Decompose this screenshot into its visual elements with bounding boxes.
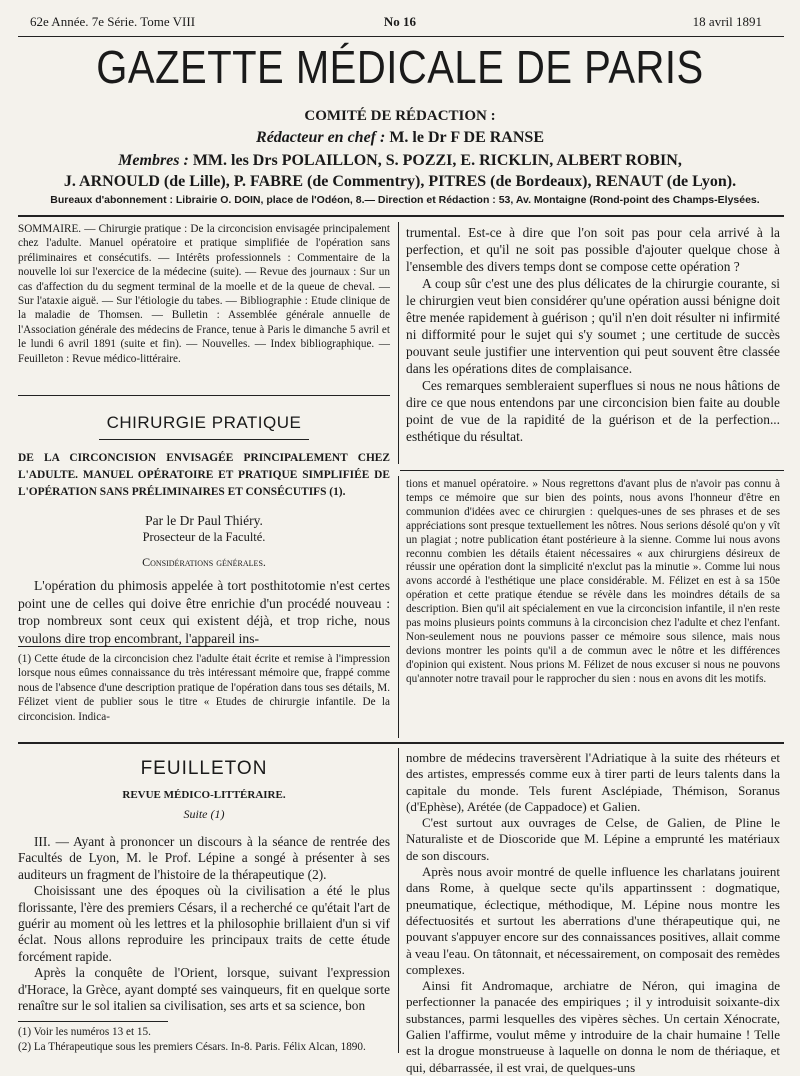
chirurgie-author: Par le Dr Paul Thiéry. xyxy=(145,513,263,528)
comite-heading: COMITÉ DE RÉDACTION : xyxy=(304,108,496,124)
header-rule xyxy=(18,36,784,37)
chirurgie-subtitle: DE LA CIRCONCISION ENVISAGÉE PRINCIPALEMENT CHEZ L'ADULTE. MANUEL OPÉRATOIRE ET PRATIQUE SIMPLIFIÉE DE L'OPÉRATION SANS PRÉLIMINAIRES ET CONSÉCUTIFS (1). xyxy=(18,452,390,498)
redacteur-line xyxy=(0,129,800,147)
membres-label: Membres : xyxy=(118,152,189,169)
chirurgie-right-para-2: A coup sûr c'est une des plus délicates de la chirurgie courante, si le chirurgien veut bien considérer qu'une opération aussi bénigne doit être menée rapidement à guérison ; qu'il n'en doit résulter ni infirmité ni difformité pour le sujet qui s'y soumet ; une certitude de succès pouvant seule justifier une intervention qui peut souvent être classée dans les opérations dites de complaisance. xyxy=(406,276,780,376)
footnote-right: tions et manuel opératoire. » Nous regrettons d'avant plus de n'avoir pas connu à temps ce mémoire que sur bien des points, nous avons l'honneur d'être en communion d'idées avec ce chirurgien : quelques-unes de ses phrases et de ses appréciations sont presque textuellement les nôtres. Nous serions désolé qu'on y vît un plagiat ; notre publication étant postérieure à la sienne. Comme lui nous avons reconnu combien les détails étaient nécessaires « aux chirurgiens désireux de réussir une opération dont la simplicité n'exclut pas la minutie ». Comme lui nous avons accordé à l'esthétique une place considérable. M. Félizet en est à sa 150e opération et cette pratique étendue se révèle dans les moindres détails de sa description. Bien qu'il ait spécialement en vue la circoncision infantile, il n'en reste pas moins plusieurs points communs à la circoncision chez l'adulte et chez l'enfant. Non-seulement nous ne pouvions passer ce mémoire sous silence, mais nous devions montrer les points qu'il a de commun avec le nôtre et les différences d'opinion qui existent. Nous prions M. Félizet de nous excuser si nous ne pouvons qu'annoter notre travail pour le rapprocher du sien : nous en avons dit les motifs. xyxy=(406,478,780,685)
chirurgie-author-role: Prosecteur de la Faculté. xyxy=(142,530,266,544)
chirurgie-title-rule xyxy=(99,439,309,440)
feuilleton-note-rule xyxy=(18,1021,168,1022)
redacteur-name: M. le Dr F DE RANSE xyxy=(385,129,544,146)
feuilleton-para-1: III. — Ayant à prononcer un discours à la séance de rentrée des Facultés de Lyon, M. le Prof. Lépine a songé à présenter à ses auditeurs un fragment de l'histoire de la thérapeutique (2). xyxy=(18,834,390,882)
issue-number: No 16 xyxy=(383,14,417,29)
feuilleton-notes xyxy=(18,1025,390,1054)
chirurgie-right-column xyxy=(406,224,780,445)
feuilleton-note-1: (1) Voir les numéros 13 et 15. xyxy=(18,1026,151,1039)
membres-names-1: MM. les Drs POLAILLON, S. POZZI, E. RICKLIN, ALBERT ROBIN, xyxy=(188,152,682,169)
chirurgie-right-para-3: Ces remarques sembleraient superflues si nous ne nous hâtions de dire ce que nous entendons par une circoncision bien faite au double point de vue de la rapidité de la guérison et de la perfection... esthétique du résultat. xyxy=(406,378,780,444)
sommaire-rule xyxy=(18,395,390,396)
membres-line-2: J. ARNOULD (de Lille), P. FABRE (de Commentry), PITRES (de Bordeaux), RENAUT (de Lyon). xyxy=(63,173,737,190)
footnote-rule xyxy=(18,646,390,647)
issue-date: 18 avril 1891 xyxy=(692,14,762,29)
volume-info: 62e Année. 7e Série. Tome VIII xyxy=(30,14,196,29)
feuilleton-suite: Suite (1) xyxy=(183,807,225,821)
redacteur-label: Rédacteur en chef : xyxy=(256,129,386,146)
considerations-heading: Considérations générales. xyxy=(142,555,266,569)
feuilleton-rule xyxy=(18,742,784,744)
feuilleton-right-para-3: Après nous avoir montré de quelle influence les charlatans jouirent dans Rome, à quelque secte qu'ils appartinssent : dogmatique, pneumatique, éclectique, méthodique, M. Lépine nous montre les défectuosités et surtout les aberrations d'une thérapeutique qui, ne pouvant s'appuyer encore sur des connaissances positives, allait comme à veau l'eau. On tâtonnait, et nécessairement, on composait des remèdes complexes. xyxy=(406,864,780,977)
bureaux-line: Bureaux d'abonnement : Librairie O. DOIN, place de l'Odéon, 8.— Direction et Rédaction : 53, Av. Montaigne (Rond-point des Champs-Elysées. xyxy=(50,194,760,206)
feuilleton-right-para-4: Ainsi fit Andromaque, archiatre de Néron, qui imagina de perfectionner la panacée des empiriques ; il y introduisit soixante-dix substances, parmi lesquelles des vipères sèches. Un certain Xénocrate, Galien l'affirme, voulut même y introduire de la chair humaine ! Telle est la drogue monstrueuse à laquelle on donna le nom de thériaque, et qui, débarrassée, il est vrai, de quelques-uns xyxy=(406,978,780,1075)
feuilleton-subtitle: REVUE MÉDICO-LITTÉRAIRE. xyxy=(122,789,286,801)
masthead-title: GAZETTE MÉDICALE DE PARIS xyxy=(96,42,704,94)
chirurgie-para-1: L'opération du phimosis appelée à tort posthitotomie n'est certes point une de celles qui doive être enrichie d'un procédé nouveau : trop nombreux sont ceux qui existent déjà, et trop riche, nous voulons dire trop encombrant, l'appareil ins- xyxy=(18,578,390,646)
feuilleton-para-2: Choisissant une des époques où la civilisation a été le plus florissante, l'ère des premiers Césars, il a recherché ce qu'était l'art de guérir au moment où les lettres et la philosophie brillaient d'un si vif éclat. Nous allons reproduire les principaux traits de cette étude forcément rapide. xyxy=(18,883,390,964)
feuilleton-article xyxy=(18,758,390,1054)
masthead-rule xyxy=(18,215,784,217)
chirurgie-title: CHIRURGIE PRATIQUE xyxy=(106,413,302,432)
right-column-rule xyxy=(400,470,784,471)
membres-line-1 xyxy=(0,152,800,170)
column-rule-footnotes xyxy=(398,476,399,738)
feuilleton-right-column xyxy=(406,750,780,1076)
feuilleton-body xyxy=(18,834,390,1014)
chirurgie-article xyxy=(18,413,390,647)
column-rule-upper xyxy=(398,222,399,464)
sommaire: SOMMAIRE. — Chirurgie pratique : De la circoncision envisagée principalement chez l'adulte. Manuel opératoire et pratique simplifiée de l'opération sans préliminaires et consécutifs. — Intérêts professionnels : Commentaire de la nouvelle loi sur l'exercice de la médecine (suite). — Revue des journaux : Sur un cas d'affection du du segment terminal de la moelle et de la queue de cheval. — Sur l'ataxie aiguë. — Sur l'étiologie du tabes. — Bibliographie : Etude clinique de la maladie de Thomsen. — Bulletin : Assemblée générale annuelle de l'Association générale des médecins de France, tenue à Paris le dimanche 5 avril et le lundi 6 avril 1891 (suite et fin). — Nouvelles. — Index bibliographique. — Feuilleton : Revue médico-littéraire. xyxy=(18,223,390,365)
feuilleton-note-2: (2) La Thérapeutique sous les premiers Césars. In-8. Paris. Félix Alcan, 1890. xyxy=(18,1040,366,1053)
chirurgie-right-para-1: trumental. Est-ce à dire que l'on soit pas pour cela arrivé à la perfection, et qu'il ne soit pas possible d'ajouter quelque chose à l'ensemble des divers temps dont se compose cette opération ? xyxy=(406,225,780,274)
footnote-left: (1) Cette étude de la circoncision chez l'adulte était écrite et remise à l'impression lorsque nous eûmes connaissance du très intéressant mémoire que, frappé comme nous de l'absence d'une description pratique de l'opération dans tous ses détails, M. Félizet vient de publier sous le titre « Etudes de chirurgie infantile. De la circoncision. Indica- xyxy=(18,653,390,723)
feuilleton-right-para-2: C'est surtout aux ouvrages de Celse, de Galien, de Pline le Naturaliste et de Dioscoride que M. Lépine a emprunté les matériaux de son discours. xyxy=(406,815,780,863)
feuilleton-right-para-1: nombre de médecins traversèrent l'Adriatique à la suite des rhéteurs et des artistes, empressés comme eux à tirer parti de leurs talents dans la capitale du monde. Tels furent Asclépiade, Thémison, Soranus (d'Ephèse), Arétée (de Cappadoce) et Galien. xyxy=(406,750,780,814)
feuilleton-title: FEUILLETON xyxy=(140,758,268,779)
feuilleton-para-3: Après la conquête de l'Orient, lorsque, suivant l'expression d'Horace, la Grèce, ayant dompté ses vainqueurs, fit en quelque sorte renaître sur le sol italien sa civilisation, ses arts et sa science, bon xyxy=(18,965,390,1014)
column-rule-lower xyxy=(398,748,399,1053)
